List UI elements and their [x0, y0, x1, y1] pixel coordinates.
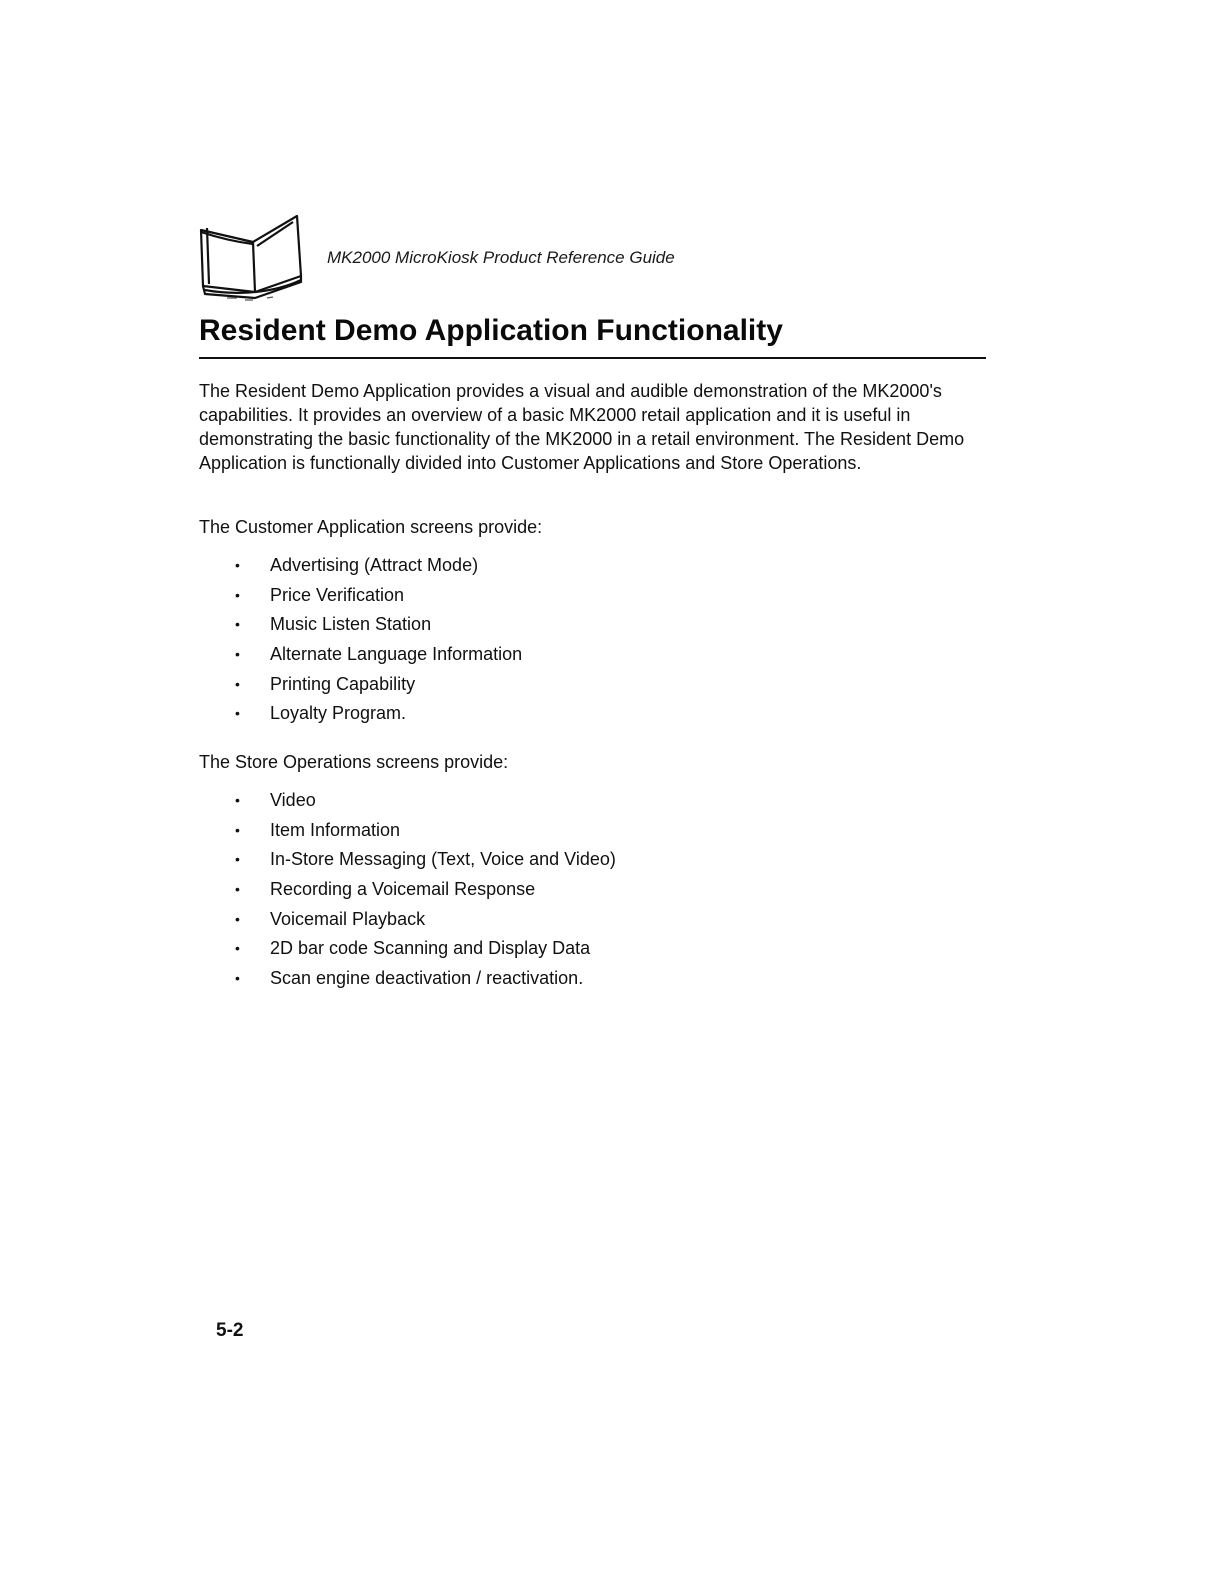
list-item-text: Item Information: [270, 819, 401, 840]
list-item: [199, 936, 616, 966]
list-item: [199, 672, 522, 702]
list-item-text: Printing Capability: [270, 673, 416, 694]
list-item: [199, 907, 616, 937]
bullet-icon: •: [235, 557, 240, 573]
list-item-text: Loyalty Program.: [270, 703, 407, 724]
list-item: [199, 788, 616, 818]
customer-application-list: [199, 553, 522, 731]
bullet-icon: •: [235, 910, 240, 927]
page-number: 5-2: [216, 1320, 244, 1341]
section-title: Resident Demo Application Functionality: [199, 314, 783, 347]
bullet-icon: •: [235, 616, 240, 633]
list-item: [199, 847, 616, 877]
list-item-text: Advertising (Attract Mode): [270, 555, 479, 575]
store-operations-list: [199, 788, 616, 996]
bullet-icon: •: [235, 851, 240, 868]
bullet-icon: •: [235, 821, 240, 838]
list-item: [199, 642, 522, 672]
bullet-icon: •: [235, 792, 240, 808]
list-item: [199, 818, 616, 848]
list-item-text: Music Listen Station: [270, 614, 432, 635]
list-item: [199, 701, 522, 731]
bullet-icon: •: [235, 970, 240, 987]
store-list-intro: The Store Operations screens provide:: [199, 752, 509, 772]
bullet-icon: •: [235, 705, 240, 722]
list-item: [199, 877, 616, 907]
bullet-icon: •: [235, 646, 240, 663]
bullet-icon: •: [235, 675, 240, 692]
title-underline: [199, 357, 986, 359]
list-item-text: Voicemail Playback: [270, 908, 426, 929]
list-item: [199, 583, 522, 613]
list-item-text: Price Verification: [270, 584, 405, 605]
bullet-icon: •: [235, 586, 240, 603]
list-item-text: 2D bar code Scanning and Display Data: [270, 938, 591, 959]
list-item-text: Video: [270, 790, 316, 810]
list-item-text: Recording a Voicemail Response: [270, 879, 536, 900]
list-item-text: Scan engine deactivation / reactivation.: [270, 968, 584, 989]
list-item: [199, 966, 616, 996]
bullet-icon: •: [235, 881, 240, 898]
open-book-icon: [197, 214, 317, 304]
intro-paragraph: The Resident Demo Application provides a visual and audible demonstration of the MK2000's capabilities. It provides an overview of a basic MK2000 retail application and it is useful in demonstrating the basic functionality of the MK2000 in a retail environment. The Resident Demo Application is functionally divided into Customer Applications and Store Operations.: [199, 381, 965, 473]
customer-list-intro: The Customer Application screens provide:: [199, 517, 543, 537]
list-item-text: Alternate Language Information: [270, 644, 523, 665]
list-item: [199, 612, 522, 642]
running-header-title: MK2000 MicroKiosk Product Reference Guide: [327, 248, 675, 267]
list-item: [199, 553, 522, 583]
bullet-icon: •: [235, 940, 240, 957]
list-item-text: In-Store Messaging (Text, Voice and Video): [270, 849, 616, 870]
